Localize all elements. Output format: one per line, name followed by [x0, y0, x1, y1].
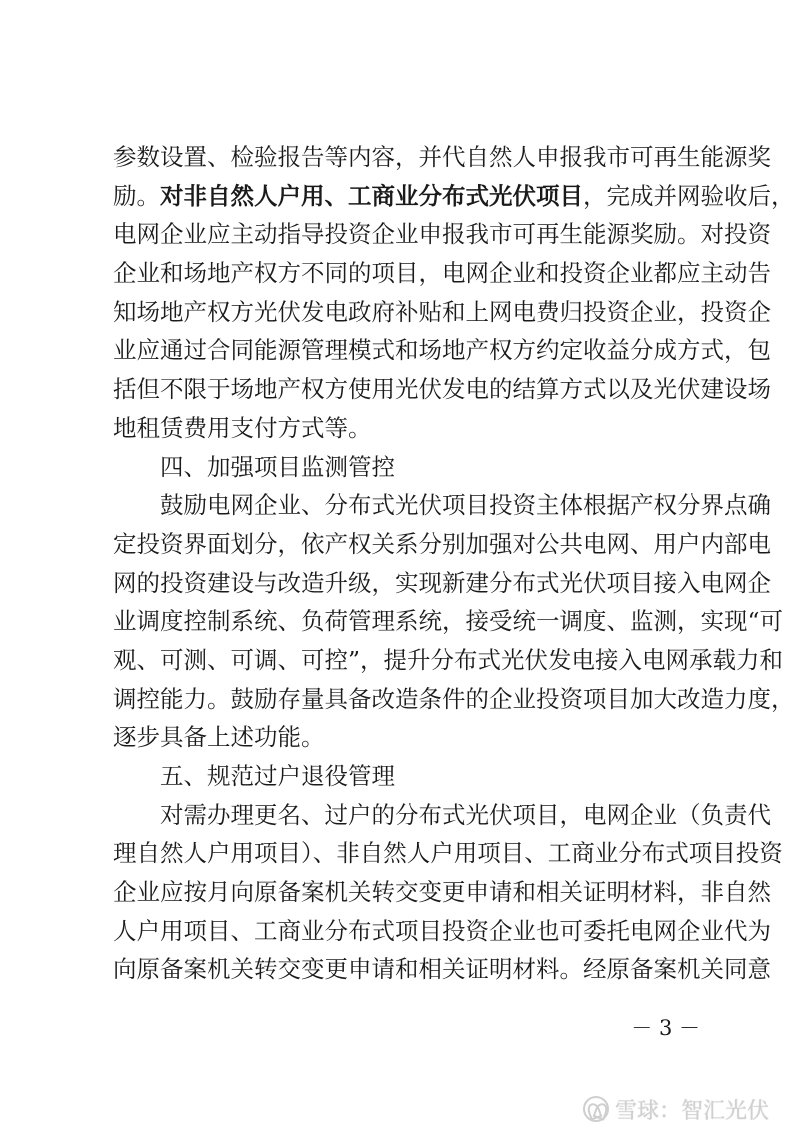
text-line: 向原备案机关转交变更申请和相关证明材料。经原备案机关同意 [113, 955, 771, 984]
text-line: 地租赁费用支付方式等。 [113, 413, 372, 442]
text-line: 人户用项目、工商业分布式项目投资企业也可委托电网企业代为 [113, 916, 771, 945]
text-line: 定投资界面划分，依产权关系分别加强对公共电网、用户内部电 [113, 529, 771, 558]
text-line [113, 177, 795, 216]
text-line: 知场地产权方光伏发电政府补贴和上网电费归投资企业，投资企 [113, 297, 771, 326]
text-line: 网的投资建设与改造升级，实现新建分布式光伏项目接入电网企 [113, 568, 771, 597]
text-line: 括但不限于场地产权方使用光伏发电的结算方式以及光伏建设场 [113, 375, 771, 404]
text-line: 理自然人户用项目）、非自然人户用项目、工商业分布式项目投资 [113, 839, 783, 868]
section-heading-5: 五、规范过户退役管理 [160, 762, 395, 790]
text-line: 鼓励电网企业、分布式光伏项目投资主体根据产权分界点确 [160, 491, 771, 520]
text-line: 参数设置、检验报告等内容，并代自然人申报我市可再生能源奖 [113, 143, 771, 171]
bold-emphasis: 对非自然人户用、工商业分布式光伏项目 [160, 181, 583, 210]
section-heading-4: 四、加强项目监测管控 [160, 452, 395, 481]
watermark-text: 雪球：智汇光伏 [615, 1098, 770, 1124]
text-line: 业调度控制系统、负荷管理系统，接受统一调度、监测，实现“可 [113, 607, 784, 636]
text-line: 业应通过合同能源管理模式和场地产权方约定收益分成方式，包 [113, 336, 771, 365]
text-segment: 励。 [113, 181, 160, 210]
text-line: 电网企业应主动指导投资企业申报我市可再生能源奖励。对投资 [113, 220, 771, 249]
page-number: － 3 － [631, 1016, 700, 1040]
text-segment: ，完成并网验收后， [583, 181, 795, 210]
text-line: 对需办理更名、过户的分布式光伏项目，电网企业（负责代 [160, 800, 771, 829]
text-line: 企业和场地产权方不同的项目，电网企业和投资企业都应主动告 [113, 259, 771, 288]
text-line: 企业应按月向原备案机关转交变更申请和相关证明材料，非自然 [113, 878, 771, 907]
snowball-logo-icon [583, 1096, 609, 1122]
text-line: 观、可测、可调、可控”，提升分布式光伏发电接入电网承载力和 [113, 645, 784, 674]
text-line: 逐步具备上述功能。 [113, 723, 325, 752]
document-body [113, 138, 795, 989]
text-line: 调控能力。鼓励存量具备改造条件的企业投资项目加大改造力度， [113, 684, 795, 713]
watermark [583, 1094, 783, 1124]
